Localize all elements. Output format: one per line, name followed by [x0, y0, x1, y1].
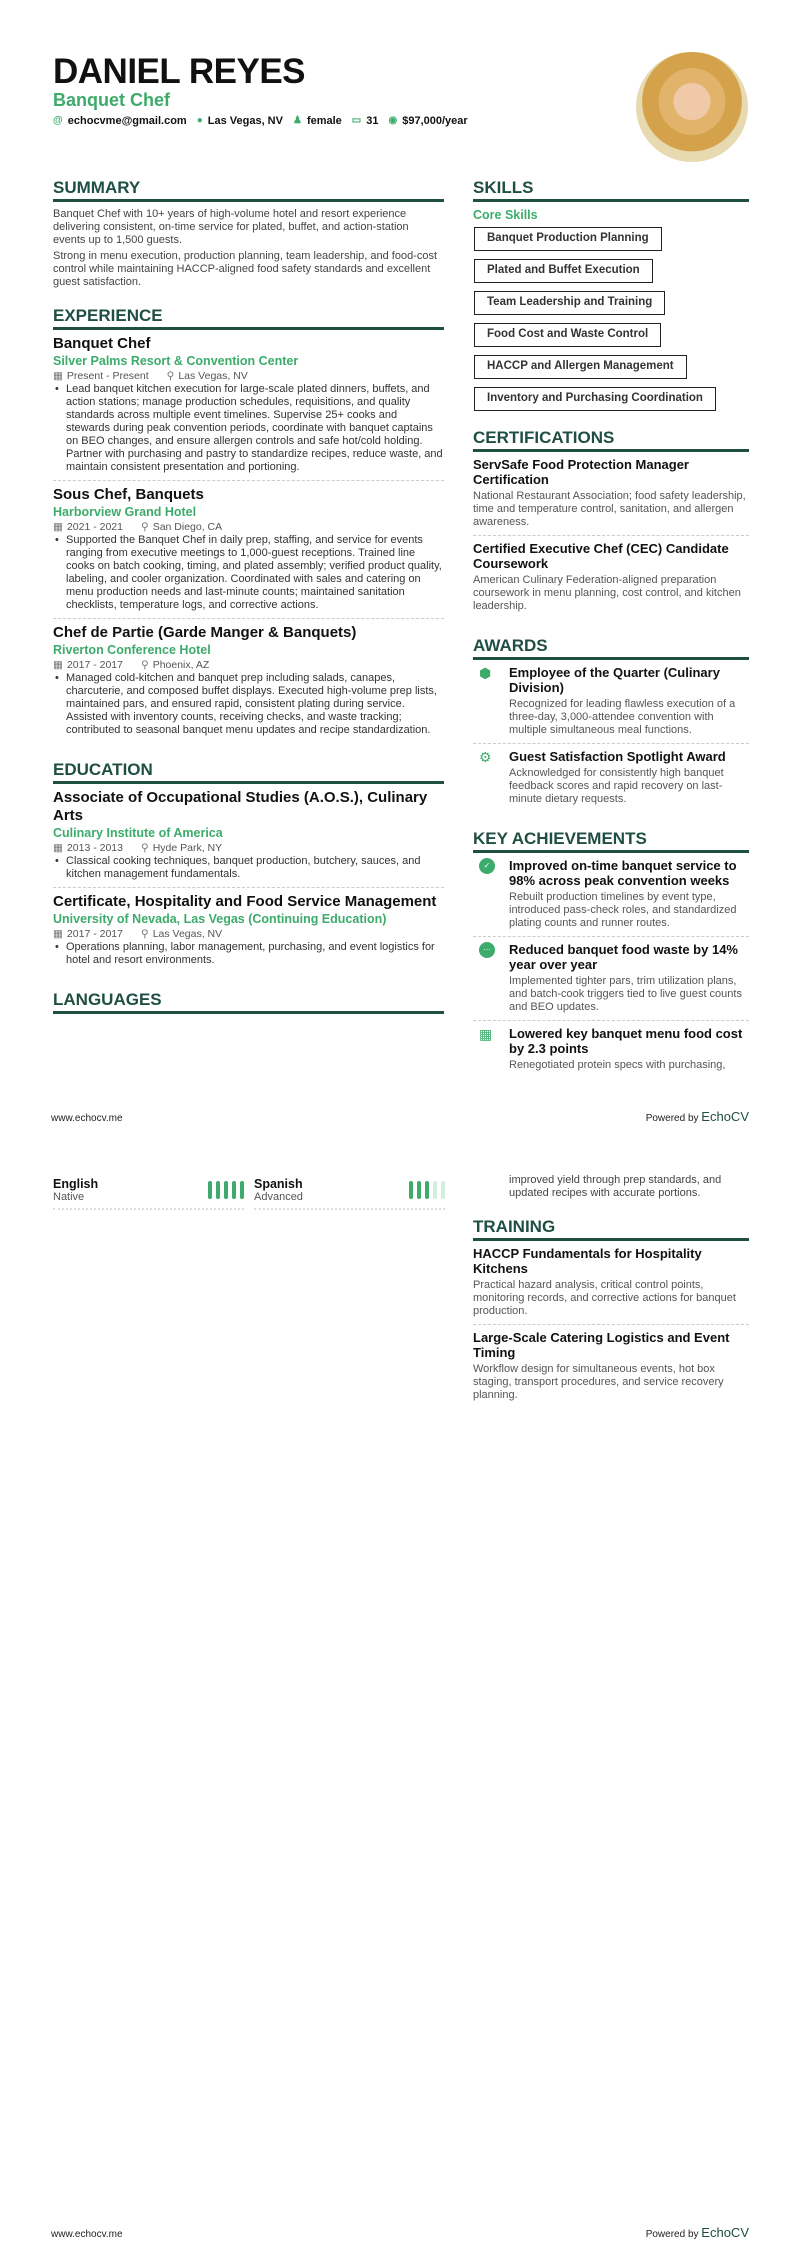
gender: female: [306, 115, 342, 127]
salary: $97,000/year: [402, 115, 468, 127]
proficiency-bar: [409, 1181, 413, 1199]
location-text: San Diego, CA: [152, 521, 223, 533]
awards-item: [473, 744, 749, 812]
calculator-icon: ▦: [479, 1026, 493, 1042]
awards-text: [509, 665, 749, 737]
experience-entry: [53, 330, 444, 481]
right-column: [473, 179, 749, 1096]
experience-entry: [53, 619, 444, 743]
section-heading: TRAINING: [473, 1218, 749, 1241]
language-list: [53, 1177, 445, 1210]
language-item: [254, 1177, 445, 1210]
person-icon: ♟: [292, 115, 302, 126]
location-pin-icon: ⚲: [140, 659, 149, 671]
section-heading: KEY ACHIEVEMENTS: [473, 830, 749, 853]
achievements-section: [473, 830, 749, 1078]
training-item: [473, 1241, 749, 1325]
age: 31: [366, 115, 379, 127]
proficiency-bar: [441, 1181, 445, 1199]
entry-dates: [53, 369, 149, 383]
achievement-desc-continued: improved yield through prep standards, and updated recipes with accurate portions.: [509, 1174, 722, 1199]
summary-paragraph: Strong in menu execution, production planning, team leadership, and food-cost control while maintaining HACCP-aligned food safety standards and excellent guest satisfaction.: [53, 250, 438, 288]
entry-bullet: • Lead banquet kitchen execution for large-scale plated dinners, buffets, and action stations; manage production schedules, requisitions, and quality standards across multiple event timelines. Supervise 25+ cooks and stewards during peak convention periods, coordinate with banquet captains on BEO changes, and ensure allergen controls and safe hot/cold holding. Partner with purchasing and pastry to standardize recipes, reduce waste, and maintain consistent presentation and portioning.: [53, 383, 444, 474]
location-text: Las Vegas, NV: [178, 370, 248, 382]
entry-dates: [53, 927, 123, 941]
summary-paragraph: Banquet Chef with 10+ years of high-volume hotel and resort experience delivering consistent, on-time service for plated, buffet, and action-station events up to 1,500 guests.: [53, 208, 409, 246]
experience-section: [53, 307, 444, 743]
dots-circle-icon: ···: [473, 942, 509, 1014]
item-description: Practical hazard analysis, critical control points, monitoring records, and corrective actions for banquet production.: [473, 1279, 736, 1317]
skills-section: [473, 179, 749, 411]
entry-dates: [53, 520, 123, 534]
left-column: [53, 179, 444, 1032]
entry-location: [141, 658, 209, 672]
dates-text: 2017 - 2017: [66, 928, 123, 940]
check-circle-icon: ✓: [473, 858, 509, 930]
dates-text: 2021 - 2021: [66, 521, 123, 533]
calendar-icon: ▦: [53, 370, 63, 382]
education-entry: [53, 784, 444, 888]
skill-chip: HACCP and Allergen Management: [474, 355, 687, 379]
entry-bullet: • Operations planning, labor management, purchasing, and event logistics for hotel and resort environments.: [53, 941, 444, 967]
item-description: Workflow design for simultaneous events, hot box staging, transport procedures, and service recovery planning.: [473, 1363, 724, 1401]
dates-text: 2013 - 2013: [66, 842, 123, 854]
entry-location: [141, 841, 222, 855]
item-description: Recognized for leading flawless execution of a three-day, 3,000-attendee convention with multiple simultaneous meal functions.: [509, 698, 736, 736]
language-item: [53, 1177, 244, 1210]
skill-chip: Inventory and Purchasing Coordination: [474, 387, 716, 411]
skill-chip: Plated and Buffet Execution: [474, 259, 653, 283]
calendar-icon: ▦: [53, 928, 63, 940]
footer-site-link[interactable]: www.echocv.me: [51, 1113, 123, 1124]
profile-photo: [636, 52, 748, 162]
entry-organization: Riverton Conference Hotel: [53, 643, 211, 657]
candidate-title: Banquet Chef: [53, 90, 170, 110]
language-text: [53, 1177, 98, 1204]
achievements-item: [473, 1021, 749, 1078]
education-section: [53, 761, 444, 973]
entry-title: Certificate, Hospitality and Food Service Management: [53, 893, 437, 910]
skill-chip: Banquet Production Planning: [474, 227, 662, 251]
powered-label: Powered by: [645, 1113, 699, 1124]
dates-text: 2017 - 2017: [66, 659, 123, 671]
item-title: Lowered key banquet menu food cost by 2.3 points: [509, 1026, 743, 1056]
entry-meta: [53, 841, 444, 855]
summary-section: [53, 179, 444, 289]
proficiency-bar: [216, 1181, 220, 1199]
entry-bullet: • Classical cooking techniques, banquet production, butchery, sauces, and kitchen management fundamentals.: [53, 855, 444, 881]
entry-bullet: • Supported the Banquet Chef in daily prep, staffing, and service for events ranging from executive meetings to 1,000-guest receptions. Trained line cooks on batch cooking, timing, and plated assembly; verified product quality, labeling, and cooler organization. Coordinated with sales and catering on menu production needs and last-minute counts; maintained sanitation checklists, temperature logs, and corrective actions.: [53, 534, 444, 612]
item-description: American Culinary Federation-aligned preparation coursework in menu planning, cost control, and kitchen leadership.: [473, 574, 741, 612]
skill-chip: Team Leadership and Training: [474, 291, 665, 315]
achievements-text: [509, 858, 749, 930]
proficiency-bars: [208, 1177, 244, 1204]
footer-powered: [646, 2226, 749, 2242]
gear-icon: ⚙: [479, 749, 492, 765]
entry-organization: Silver Palms Resort & Convention Center: [53, 354, 299, 368]
entry-meta: [53, 369, 444, 383]
entry-meta: [53, 927, 444, 941]
entry-dates: [53, 658, 123, 672]
entry-title: Chef de Partie (Garde Manger & Banquets): [53, 624, 357, 641]
section-heading: LANGUAGES: [53, 991, 444, 1014]
calendar-icon: ▦: [53, 842, 63, 854]
awards-section: [473, 637, 749, 812]
item-description: Rebuilt production timelines by event type, introduced pass-check roles, and standardized plating counts and runner routes.: [509, 891, 737, 929]
entry-title: Banquet Chef: [53, 335, 151, 352]
entry-organization: Culinary Institute of America: [53, 826, 223, 840]
language-name: Spanish: [254, 1177, 303, 1191]
section-heading: EXPERIENCE: [53, 307, 444, 330]
section-heading: AWARDS: [473, 637, 749, 660]
entry-location: [167, 369, 248, 383]
language-level: Native: [53, 1191, 85, 1203]
achievements-text: [509, 1026, 749, 1072]
location-pin-icon: ⚲: [166, 370, 175, 382]
location-pin-icon: ⚲: [140, 842, 149, 854]
proficiency-bar: [417, 1181, 421, 1199]
entry-organization: University of Nevada, Las Vegas (Continuing Education): [53, 912, 387, 926]
entry-location: [141, 927, 222, 941]
language-level: Advanced: [254, 1191, 303, 1203]
contact-row: [53, 114, 468, 128]
brand-logo: EchoCV: [701, 2225, 749, 2240]
footer-site-link[interactable]: www.echocv.me: [51, 2229, 123, 2240]
entry-bullet: • Managed cold-kitchen and banquet prep including salads, canapes, charcuterie, and composed buffet displays. Executed high-volume prep lists, maintained pars, and ensured rapid, consistent plating during service. Assisted with inventory counts, receiving checks, and waste tracking; contributed to seasonal banquet menu updates and recipe standardization.: [53, 672, 444, 737]
training-section: [473, 1218, 749, 1408]
item-title: Improved on-time banquet service to 98% across peak convention weeks: [509, 858, 737, 888]
section-heading: EDUCATION: [53, 761, 444, 784]
certifications-section: [473, 429, 749, 619]
language-text: [254, 1177, 303, 1204]
entry-meta: [53, 520, 444, 534]
proficiency-bars: [409, 1177, 445, 1204]
language-name: English: [53, 1177, 99, 1191]
location-text: Hyde Park, NY: [152, 842, 223, 854]
achievements-item: [473, 937, 749, 1021]
achievements-item: [473, 853, 749, 937]
proficiency-bar: [433, 1181, 437, 1199]
location-pin-icon: ⚲: [140, 521, 149, 533]
section-heading: SUMMARY: [53, 179, 444, 202]
section-heading: SKILLS: [473, 179, 749, 202]
calendar-icon: ▭: [351, 115, 362, 126]
item-title: Large-Scale Catering Logistics and Event Timing: [473, 1330, 730, 1360]
entry-meta: [53, 658, 444, 672]
calendar-icon: ▦: [53, 659, 63, 671]
candidate-name: DANIEL REYES: [53, 52, 306, 91]
item-description: Implemented tighter pars, trim utilization plans, and batch-cook triggers tied to live guest counts and BEO updates.: [509, 975, 742, 1013]
location-pin-icon: ●: [196, 115, 203, 126]
location-pin-icon: ⚲: [140, 928, 149, 940]
achievements-text: [509, 942, 749, 1014]
training-item: [473, 1325, 749, 1408]
cube-icon: ⬢: [479, 665, 492, 681]
proficiency-bar: [224, 1181, 228, 1199]
awards-text: [509, 749, 749, 806]
dates-text: Present - Present: [66, 370, 149, 382]
item-title: HACCP Fundamentals for Hospitality Kitchens: [473, 1246, 702, 1276]
location-text: Phoenix, AZ: [152, 659, 210, 671]
location-text: Las Vegas, NV: [152, 928, 223, 940]
skills-subheading: Core Skills: [473, 208, 538, 222]
entry-dates: [53, 841, 123, 855]
proficiency-bar: [425, 1181, 429, 1199]
item-description: Renegotiated protein specs with purchasing,: [509, 1059, 726, 1071]
powered-label: Powered by: [645, 2229, 699, 2240]
proficiency-bar: [240, 1181, 244, 1199]
calendar-icon: ▦: [53, 521, 63, 533]
awards-item: [473, 660, 749, 744]
section-heading: CERTIFICATIONS: [473, 429, 749, 452]
entry-title: Associate of Occupational Studies (A.O.S.), Culinary Arts: [53, 789, 428, 824]
money-icon: ◉: [388, 115, 398, 126]
item-description: National Restaurant Association; food safety leadership, time and temperature control, sanitation, and allergen awareness.: [473, 490, 746, 528]
email[interactable]: echocvme@gmail.com: [67, 115, 187, 127]
entry-location: [141, 520, 222, 534]
experience-entry: [53, 481, 444, 619]
education-entry: [53, 888, 444, 973]
languages-section: [53, 991, 444, 1014]
certifications-item: [473, 536, 749, 619]
entry-title: Sous Chef, Banquets: [53, 486, 204, 503]
item-title: Reduced banquet food waste by 14% year over year: [509, 942, 738, 972]
location: Las Vegas, NV: [207, 115, 283, 127]
item-title: Guest Satisfaction Spotlight Award: [509, 749, 726, 764]
certifications-item: [473, 452, 749, 536]
item-title: Certified Executive Chef (CEC) Candidate Coursework: [473, 541, 729, 571]
footer-powered: [646, 1110, 749, 1126]
item-description: Acknowledged for consistently high banquet feedback scores and rapid recovery on last-minute dietary requests.: [509, 767, 724, 805]
brand-logo: EchoCV: [701, 1109, 749, 1124]
entry-organization: Harborview Grand Hotel: [53, 505, 197, 519]
proficiency-bar: [232, 1181, 236, 1199]
proficiency-bar: [208, 1181, 212, 1199]
at-icon: @: [53, 115, 63, 126]
item-title: Employee of the Quarter (Culinary Division): [509, 665, 720, 695]
item-title: ServSafe Food Protection Manager Certification: [473, 457, 689, 487]
skill-chip: Food Cost and Waste Control: [474, 323, 661, 347]
